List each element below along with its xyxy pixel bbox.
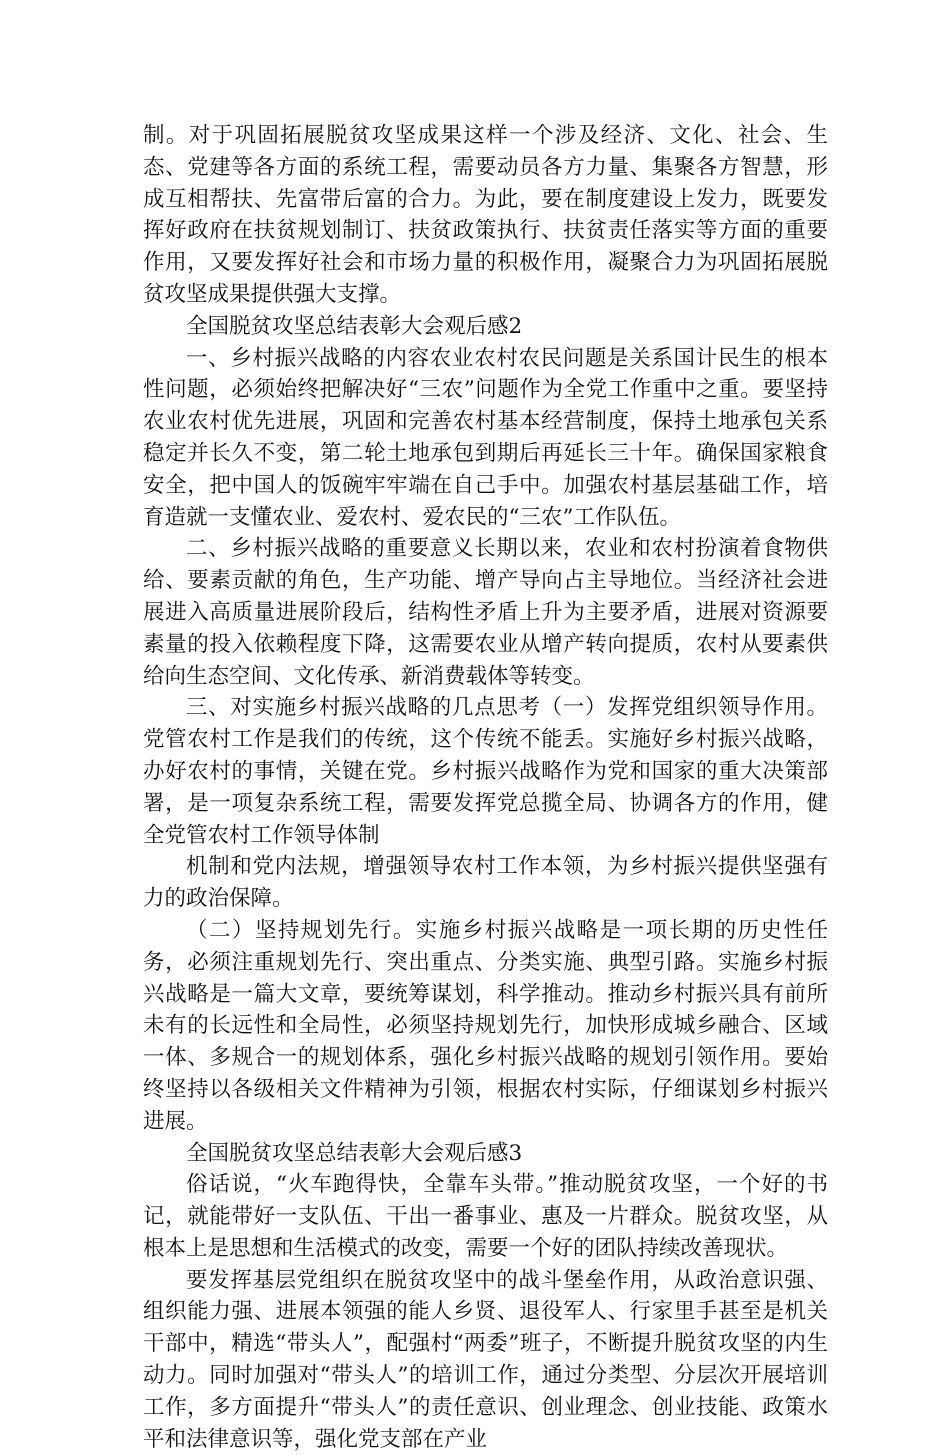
- paragraph: 机制和党内法规，增强领导农村工作本领，为乡村振兴提供坚强有力的政治保障。: [143, 854, 828, 912]
- paragraph: 三、对实施乡村振兴战略的几点思考（一）发挥党组织领导作用。党管农村工作是我们的传统，这个传统不能丢。实施好乡村振兴战略，办好农村的事情，关键在党。乡村振兴战略作为党和国家的重大决策部署，是一项复杂系统工程，需要发挥党总揽全局、协调各方的作用，健全党管农村工作领导体制: [143, 695, 828, 848]
- paragraph: 一、乡村振兴战略的内容农业农村农民问题是关系国计民生的根本性问题，必须始终把解决好“三农”问题作为全党工作重中之重。要坚持农业农村优先进展，巩固和完善农村基本经营制度，保持土地承包关系稳定并长久不变，第二轮土地承包到期后再延长三十年。确保国家粮食安全，把中国人的饭碗牢牢端在自己手中。加强农村基层基础工作，培育造就一支懂农业、爱农村、爱农民的“三农”工作队伍。: [143, 345, 828, 530]
- paragraph: 俗话说，“火车跑得快，全靠车头带。”推动脱贫攻坚，一个好的书记，就能带好一支队伍、干出一番事业、惠及一片群众。脱贫攻坚，从根本上是思想和生活模式的改变，需要一个好的团队持续改善现状。: [143, 1172, 828, 1261]
- paragraph-continuation: 制。对于巩固拓展脱贫攻坚成果这样一个涉及经济、文化、社会、生态、党建等各方面的系统工程，需要动员各方力量、集聚各方智慧，形成互相帮扶、先富带后富的合力。为此，要在制度建设上发力，既要发挥好政府在扶贫规划制订、扶贫政策执行、扶贫责任落实等方面的重要作用，又要发挥好社会和市场力量的积极作用，凝聚合力为巩固拓展脱贫攻坚成果提供强大支撑。: [143, 123, 828, 307]
- paragraph: （二）坚持规划先行。实施乡村振兴战略是一项长期的历史性任务，必须注重规划先行、突出重点、分类实施、典型引路。实施乡村振兴战略是一篇大文章，要统筹谋划，科学推动。推动乡村振兴具有前所未有的长远性和全局性，必须坚持规划先行，加快形成城乡融合、区域一体、多规合一的规划体系，强化乡村振兴战略的规划引领作用。要始终坚持以各级相关文件精神为引领，根据农村实际，仔细谋划乡村振兴进展。: [143, 917, 828, 1134]
- document-page: [143, 120, 828, 1455]
- section-title-3: 全国脱贫攻坚总结表彰大会观后感3: [186, 1140, 523, 1166]
- paragraph: 要发挥基层党组织在脱贫攻坚中的战斗堡垒作用，从政治意识强、组织能力强、进展本领强的能人乡贤、退役军人、行家里手甚至是机关干部中，精选“带头人”，配强村“两委”班子，不断提升脱贫攻坚的内生动力。同时加强对“带头人”的培训工作，通过分类型、分层次开展培训工作，多方面提升“带头人”的责任意识、创业理念、创业技能、政策水平和法律意识等，强化党支部在产业: [143, 1267, 828, 1452]
- section-title-2: 全国脱贫攻坚总结表彰大会观后感2: [186, 313, 523, 339]
- paragraph: 二、乡村振兴战略的重要意义长期以来，农业和农村扮演着食物供给、要素贡献的角色，生产功能、增产导向占主导地位。当经济社会进展进入高质量进展阶段后，结构性矛盾上升为主要矛盾，进展对资源要素量的投入依赖程度下降，这需要农业从增产转向提质，农村从要素供给向生态空间、文化传承、新消费载体等转变。: [143, 536, 828, 689]
